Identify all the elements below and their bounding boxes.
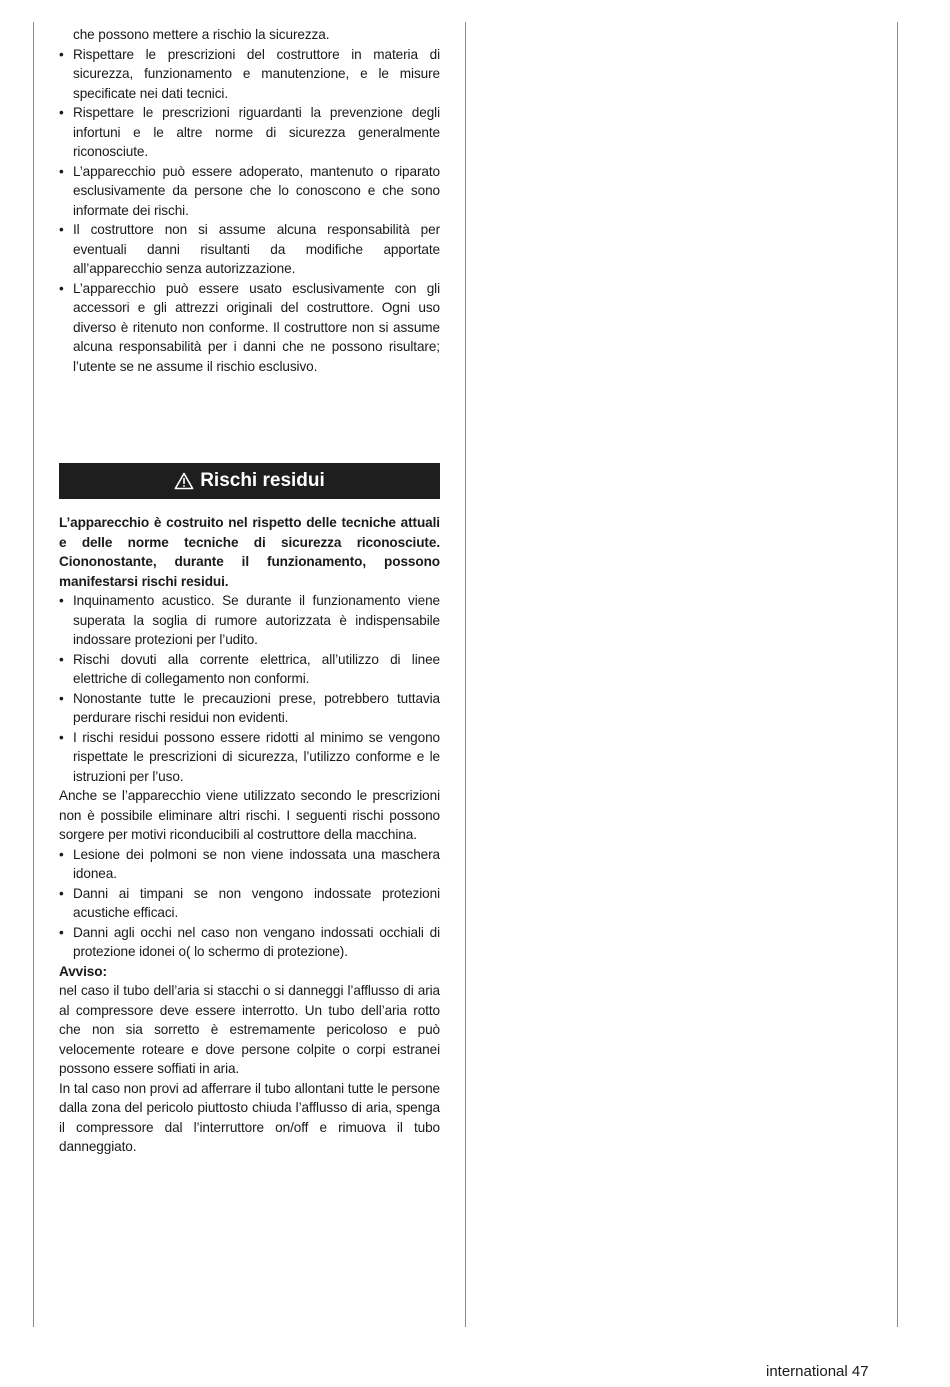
list-item: • Il costruttore non si assume alcuna responsabilità per eventuali danni risultanti da modifiche apportate all’apparecchio senza autorizzazione. — [59, 220, 440, 279]
section-header-residual-risks — [59, 463, 440, 499]
list-item: • Inquinamento acustico. Se durante il funzionamento viene superata la soglia di rumore autorizzata è indispensabile indossare protezioni per l’udito. — [59, 591, 440, 650]
warning-triangle-icon — [174, 472, 194, 490]
list-item: • Rispettare le prescrizioni del costruttore in materia di sicurezza, funzionamento e manutenzione, e le misure specificate nei dati tecnici. — [59, 45, 440, 104]
list-item: • Danni agli occhi nel caso non vengano indossati occhiali di protezione idonei o( lo schermo di protezione). — [59, 923, 440, 962]
intro-paragraph: L’apparecchio è costruito nel rispetto delle tecniche attuali e delle norme tecniche di sicurezza riconosciute. Ciononostante, durante il funzionamento, possono manifestarsi rischi residui. — [59, 515, 440, 589]
continuation-text: che possono mettere a rischio la sicurezza. — [73, 27, 330, 42]
safety-instructions-continued — [59, 25, 440, 376]
list-item: • Rischi dovuti alla corrente elettrica, all’utilizzo di linee elettriche di collegamento non conformi. — [59, 650, 440, 689]
list-item: • L’apparecchio può essere adoperato, mantenuto o riparato esclusivamente da persone che lo conoscono e che sono informate dei rischi. — [59, 162, 440, 221]
left-column-rule — [33, 22, 34, 1327]
list-item: • Nonostante tutte le precauzioni prese, potrebbero tuttavia perdurare rischi residui non evidenti. — [59, 689, 440, 728]
page-number-footer: international 47 — [766, 1363, 869, 1380]
center-column-rule — [465, 22, 466, 1327]
list-item: • Lesione dei polmoni se non viene indossata una maschera idonea. — [59, 845, 440, 884]
risk-bullet-list — [59, 591, 440, 786]
list-item: • I rischi residui possono essere ridotti al minimo se vengono rispettate le prescrizioni di sicurezza, l’utilizzo conforme e le istruzioni per l’uso. — [59, 728, 440, 787]
body-paragraph: Anche se l’apparecchio viene utilizzato secondo le prescrizioni non è possibile eliminare altri rischi. I seguenti rischi possono sorgere per motivi riconducibili al costruttore della macchina. — [59, 788, 440, 842]
residual-risks-body — [59, 513, 440, 1157]
injury-bullet-list — [59, 845, 440, 962]
list-item: • Danni ai timpani se non vengono indossate protezioni acustiche efficaci. — [59, 884, 440, 923]
notice-label: Avviso: — [59, 963, 107, 979]
list-item: • Rispettare le prescrizioni riguardanti la prevenzione degli infortuni e le altre norme di sicurezza generalmente riconosciute. — [59, 103, 440, 162]
notice-text: nel caso il tubo dell’aria si stacchi o si danneggi l’afflusso di aria al compressore deve essere interrotto. Un tubo dell’aria rotto che non sia sorretto è estremamente pericoloso e può velocemente roteare e dove persone colpite o corpi estranei possono essere soffiati in aria. — [59, 983, 440, 1076]
body-paragraph: In tal caso non provi ad afferrare il tubo allontani tutte le persone dalla zona del pericolo piuttosto chiuda l’afflusso di aria, spenga il compressore dal l’interruttore on/off e rimuova il tubo danneggiato. — [59, 1080, 440, 1154]
section-title: Rischi residui — [200, 470, 325, 491]
safety-bullet-list — [59, 45, 440, 377]
list-item: • L’apparecchio può essere usato esclusivamente con gli accessori e gli attrezzi originali del costruttore. Ogni uso diverso è ritenuto non conforme. Il costruttore non si assume alcuna responsabilità per i danni che ne possono risultare; l’utente se ne assume il rischio esclusivo. — [59, 279, 440, 377]
right-column-rule — [897, 22, 898, 1327]
